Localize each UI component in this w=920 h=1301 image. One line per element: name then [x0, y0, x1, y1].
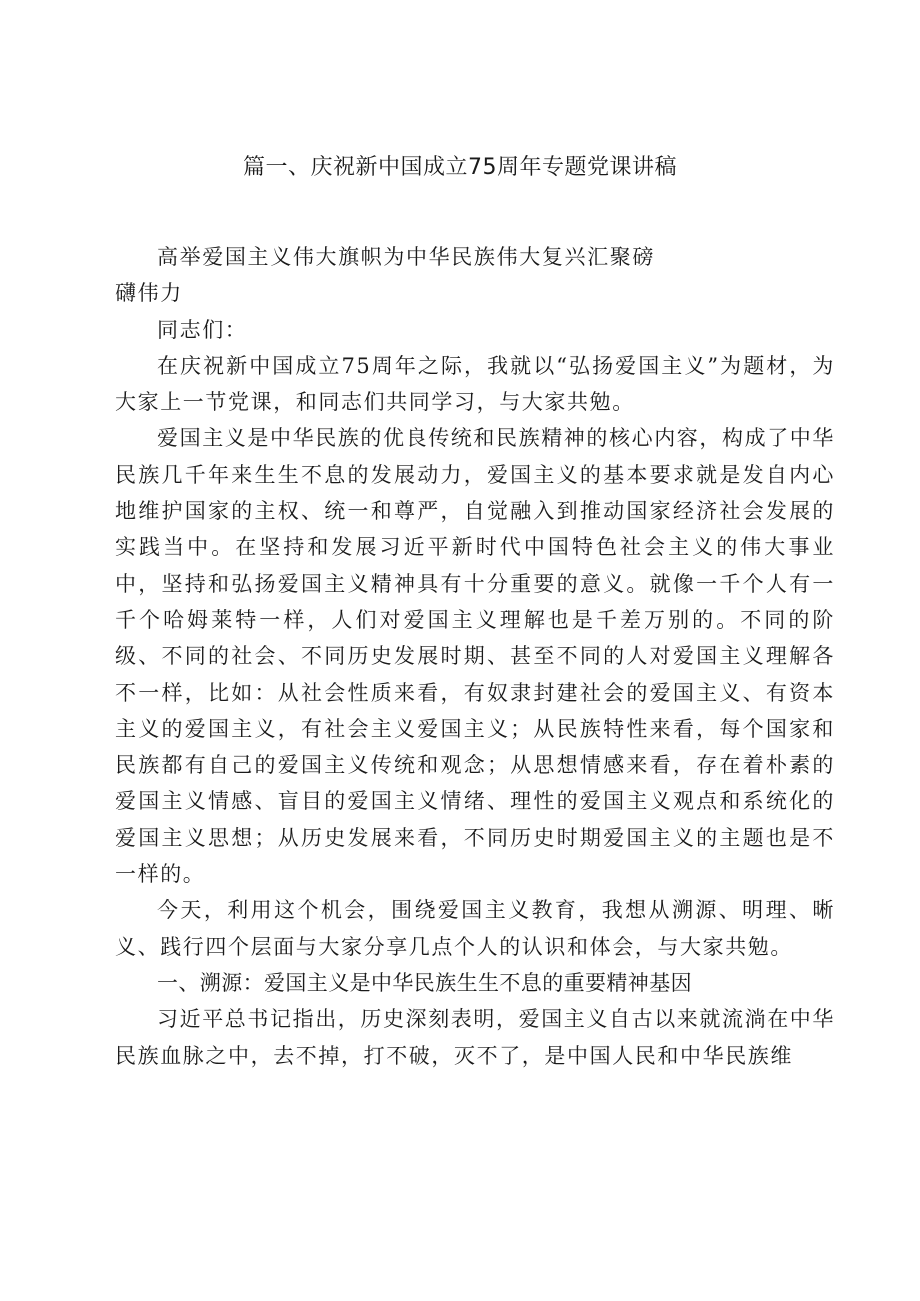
document-body	[115, 239, 835, 1074]
paragraph-patriotism: 爱国主义是中华民族的优良传统和民族精神的核心内容，构成了中华民族几千年来生生不息的发展动力，爱国主义的基本要求就是发自内心地维护国家的主权、统一和尊严，自觉融入到推动国家经济社会发展的实践当中。在坚持和发展习近平新时代中国特色社会主义的伟大事业中，坚持和弘扬爱国主义精神具有十分重要的意义。就像一千个人有一千个哈姆莱特一样，人们对爱国主义理解也是千差万别的。不同的阶级、不同的社会、不同历史发展时期、甚至不同的人对爱国主义理解各不一样，比如：从社会性质来看，有奴隶封建社会的爱国主义、有资本主义的爱国主义，有社会主义爱国主义；从民族特性来看，每个国家和民族都有自己的爱国主义传统和观念；从思想情感来看，存在着朴素的爱国主义情感、盲目的爱国主义情绪、理性的爱国主义观点和系统化的爱国主义思想；从历史发展来看，不同历史时期爱国主义的主题也是不一样的。	[115, 426, 835, 887]
salutation: 同志们：	[157, 317, 248, 342]
section-paragraph: 习近平总书记指出，历史深刻表明，爱国主义自古以来就流淌在中华民族血脉之中，去不掉，打不破，灭不了，是中国人民和中华民族维	[115, 1007, 835, 1068]
paragraph-today: 今天，利用这个机会，围绕爱国主义教育，我想从溯源、明理、晰义、践行四个层面与大家分享几点个人的认识和体会，与大家共勉。	[115, 898, 835, 959]
document-title: 篇一、庆祝新中国成立75周年专题党课讲稿	[243, 155, 677, 180]
paragraph-intro: 在庆祝新中国成立75周年之际，我就以“弘扬爱国主义”为题材，为大家上一节党课，和同志们共同学习，与大家共勉。	[115, 353, 835, 415]
document-subtitle: 高举爱国主义伟大旗帜为中华民族伟大复兴汇聚磅礴伟力	[115, 245, 655, 306]
section-heading: 一、溯源：爱国主义是中华民族生生不息的重要精神基因	[157, 970, 692, 995]
